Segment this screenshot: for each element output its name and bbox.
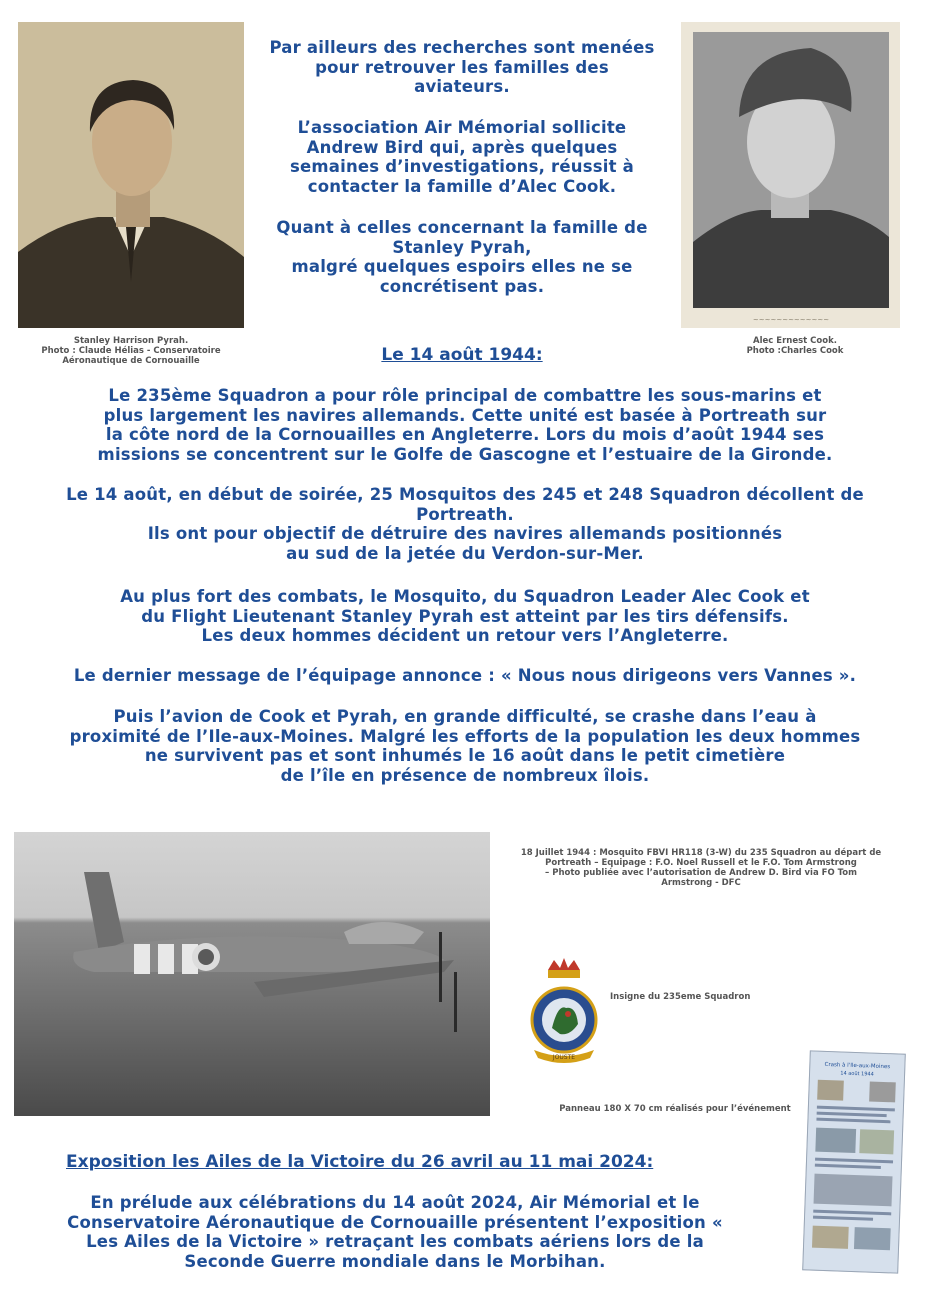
text-line: pour retrouver les familles des (315, 57, 609, 77)
text-line: Ils ont pour objectif de détruire des navires allemands positionnés (147, 524, 783, 543)
caption-line: 18 Juillet 1944 : Mosquito FBVI HR118 (3-W) du 235 Squadron au départ de (520, 848, 882, 858)
exhibition-panel-thumbnail (802, 1050, 906, 1273)
svg-text:~~~~~~~~~~~~~: ~~~~~~~~~~~~~ (752, 316, 830, 324)
body-paragraph-5 (0, 707, 930, 785)
text-line: ne survivent pas et sont inhumés le 16 août dans le petit cimetière (144, 746, 786, 765)
caption-line: Alec Ernest Cook. (753, 336, 837, 346)
text-line: En prélude aux célébrations du 14 août 2024, Air Mémorial et le (90, 1193, 700, 1212)
text-line: plus largement les navires allemands. Cette unité est basée à Portreath sur (103, 405, 827, 425)
text-line: L’association Air Mémorial sollicite (297, 118, 627, 137)
body-paragraph-1 (0, 386, 930, 464)
squadron-235-insignia (524, 958, 604, 1066)
caption-line: – Photo publiée avec l’autorisation de Andrew D. Bird via FO Tom (545, 868, 857, 878)
text-line: Au plus fort des combats, le Mosquito, du Squadron Leader Alec Cook et (120, 587, 810, 606)
text-line: aviateurs. (414, 77, 510, 96)
caption-line: Portreath – Equipage : F.O. Noel Russell et le F.O. Tom Armstrong (545, 858, 857, 868)
section-heading-exhibition: Exposition les Ailes de la Victoire du 26 avril au 11 mai 2024: (66, 1152, 654, 1172)
body-paragraph-3 (0, 587, 930, 646)
text-line: Le 14 août, en début de soirée, 25 Mosquitos des 245 et 248 Squadron décollent de (66, 485, 864, 504)
text-line: malgré quelques espoirs elles ne se (291, 257, 633, 276)
text-line: de l’île en présence de nombreux îlois. (280, 765, 650, 785)
intro-paragraph-1 (244, 38, 680, 97)
portrait-left-caption (18, 336, 244, 366)
text-line: Les Ailes de la Victoire » retraçant les combats aériens lors de la (86, 1232, 704, 1251)
portrait-stanley-pyrah (18, 22, 244, 328)
caption-line: Photo : Claude Hélias - Conservatoire (41, 346, 221, 356)
text-line: Puis l’avion de Cook et Pyrah, en grande difficulté, se crashe dans l’eau à (113, 707, 817, 726)
body-paragraph-2 (0, 485, 930, 563)
insignia-motto: JOUSTE (552, 1054, 576, 1061)
text-line: au sud de la jetée du Verdon-sur-Mer. (286, 543, 644, 563)
portrait-right-caption (700, 336, 890, 356)
portrait-alec-cook (681, 22, 900, 328)
text-line: contacter la famille d’Alec Cook. (307, 176, 617, 196)
text-line: la côte nord de la Cornouailles en Angleterre. Lors du mois d’août 1944 ses (105, 425, 825, 444)
text-line: du Flight Lieutenant Stanley Pyrah est atteint par les tirs défensifs. (141, 606, 789, 626)
text-line: missions se concentrent sur le Golfe de Gascogne et l’estuaire de la Gironde. (97, 444, 833, 464)
intro-paragraph-3 (244, 218, 680, 296)
section-heading-1944: Le 14 août 1944: (381, 345, 543, 365)
text-line: Par ailleurs des recherches sont menées (269, 38, 655, 57)
text-line: proximité de l’Ile-aux-Moines. Malgré les efforts de la population les deux hommes (69, 726, 861, 746)
exhibition-paragraph (0, 1193, 790, 1271)
text-line: Seconde Guerre mondiale dans le Morbihan. (184, 1251, 606, 1271)
text-line: concrétisent pas. (379, 276, 545, 296)
caption-line: Stanley Harrison Pyrah. (73, 336, 189, 346)
caption-line: Aéronautique de Cornouaille (62, 356, 200, 366)
text-line: Conservatoire Aéronautique de Cornouaille présentent l’exposition « (67, 1212, 723, 1232)
panel-title-line: Crash à l'Ile-aux-Moines (824, 1061, 891, 1071)
intro-paragraph-2 (244, 118, 680, 196)
text-line: Andrew Bird qui, après quelques (306, 137, 618, 157)
body-paragraph-4 (0, 666, 930, 686)
mosquito-aircraft-photo (14, 832, 490, 1116)
text-line: Le 235ème Squadron a pour rôle principal de combattre les sous-marins et (108, 386, 822, 405)
mosquito-photo-caption (502, 848, 900, 888)
text-line: Le dernier message de l’équipage annonce : « Nous nous dirigeons vers Vannes ». (73, 666, 857, 685)
insignia-caption: Insigne du 235eme Squadron (610, 992, 751, 1002)
text-line: semaines d’investigations, réussit à (289, 157, 635, 176)
text-line: Les deux hommes décident un retour vers l’Angleterre. (201, 626, 729, 645)
caption-line: Photo :Charles Cook (746, 346, 844, 356)
caption-line: Armstrong - DFC (661, 878, 741, 888)
panel-title-line: 14 août 1944 (840, 1070, 874, 1078)
text-line: Quant à celles concernant la famille de (276, 218, 648, 237)
panel-caption: Panneau 180 X 70 cm réalisés pour l’événement (559, 1104, 791, 1114)
text-line: Stanley Pyrah, (392, 237, 532, 257)
text-line: Portreath. (416, 504, 514, 524)
